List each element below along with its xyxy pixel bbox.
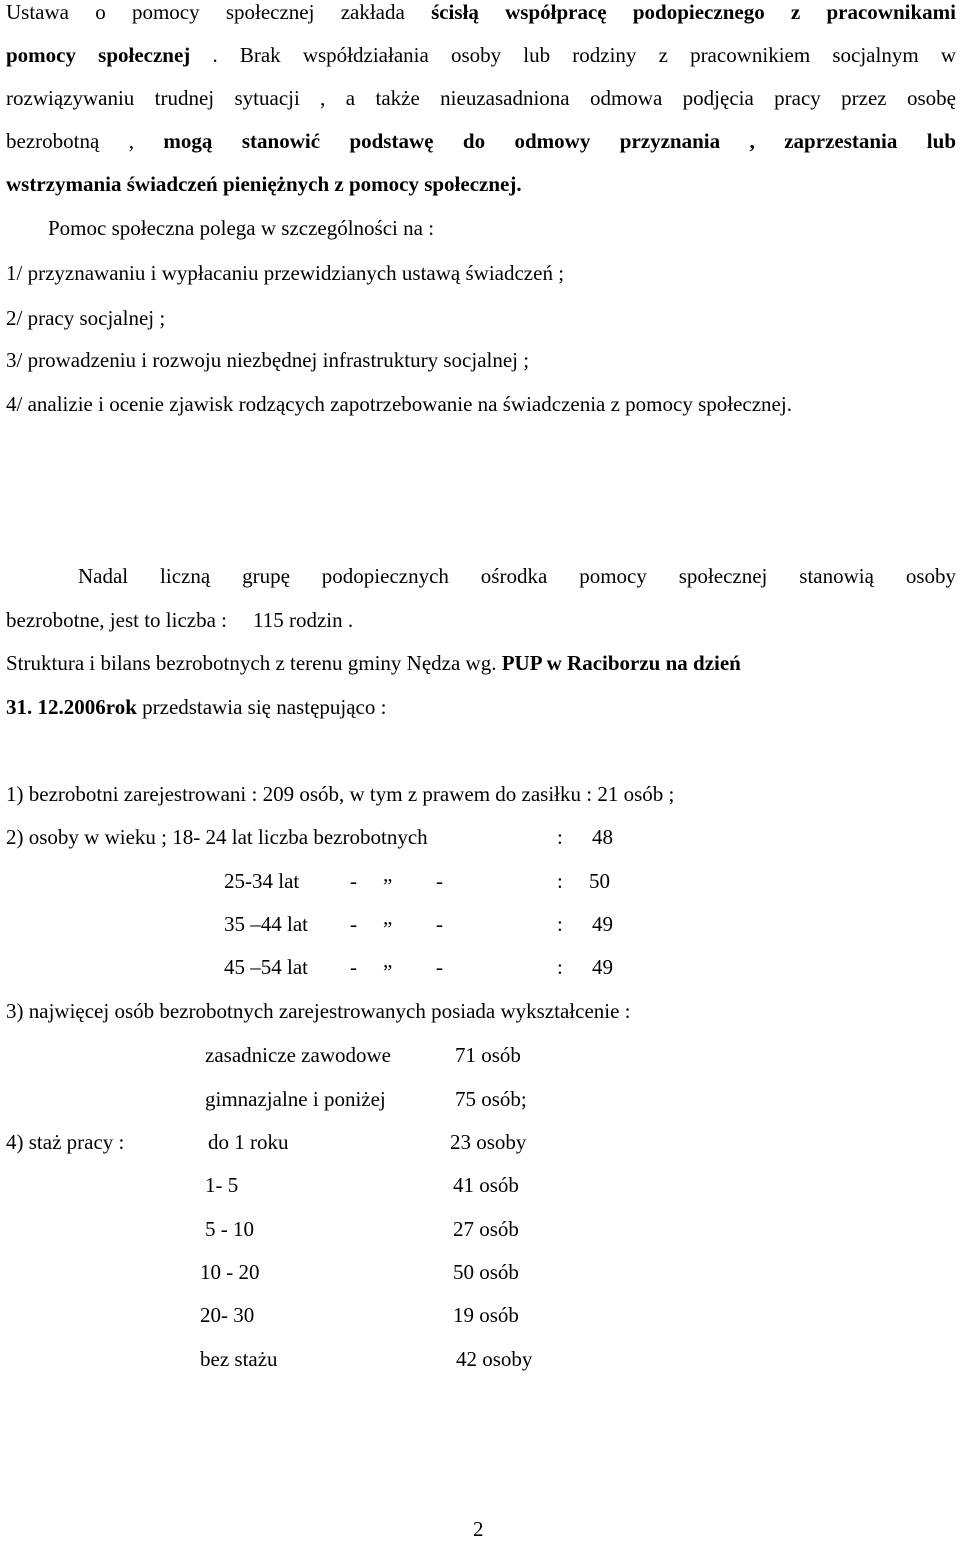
intro-line-1 bbox=[6, 2, 956, 23]
tenure-label: 20- 30 bbox=[200, 1303, 255, 1327]
ditto-mark: „ bbox=[383, 905, 393, 929]
age-dash: - bbox=[350, 955, 357, 979]
assistance-item: 2/ pracy socjalnej ; bbox=[6, 306, 166, 330]
tenure-label: bez stażu bbox=[200, 1347, 278, 1371]
assistance-item: 3/ prowadzeniu i rozwoju niezbędnej infrastruktury socjalnej ; bbox=[6, 348, 530, 372]
stat-age-label: 2) osoby w wieku ; 18- 24 lat liczba bezrobotnych bbox=[6, 825, 428, 849]
age-value: 49 bbox=[592, 912, 613, 936]
intro-line-2 bbox=[6, 45, 956, 66]
unemployed-text: przedstawia się następująco : bbox=[136, 695, 387, 719]
intro-bold: pomocy społecznej bbox=[6, 43, 191, 67]
ditto-mark: „ bbox=[383, 862, 393, 886]
unemployed-line-2 bbox=[6, 610, 353, 631]
age-range: 25-34 lat bbox=[224, 869, 300, 893]
tenure-value: 23 osoby bbox=[450, 1130, 527, 1154]
education-value: 71 osób bbox=[455, 1043, 521, 1067]
intro-line-3 bbox=[6, 88, 956, 109]
assistance-item: 4/ analizie i ocenie zjawisk rodzących zapotrzebowanie na świadczenia z pomocy społecznej. bbox=[6, 392, 792, 416]
age-colon: : bbox=[557, 955, 563, 979]
stat-registered: 1) bezrobotni zarejestrowani : 209 osób, w tym z prawem do zasiłku : 21 osób ; bbox=[6, 782, 675, 806]
tenure-label: 1- 5 bbox=[205, 1173, 239, 1197]
ditto-mark: „ bbox=[383, 948, 393, 972]
age-colon: : bbox=[557, 869, 563, 893]
age-value: 49 bbox=[592, 955, 613, 979]
assistance-item: 1/ przyznawaniu i wypłacaniu przewidzianych ustawą świadczeń ; bbox=[6, 261, 565, 285]
intro-line-4 bbox=[6, 131, 956, 152]
education-label: gimnazjalne i poniżej bbox=[205, 1087, 386, 1111]
unemployed-text: bezrobotne, jest to liczba : bbox=[6, 608, 228, 632]
unemployed-bold: PUP w Raciborzu na dzień bbox=[501, 651, 741, 675]
stat-tenure-label: 4) staż pracy : bbox=[6, 1130, 125, 1154]
unemployed-line-1: Nadal liczną grupę podopiecznych ośrodka pomocy społecznej stanowią osoby bbox=[78, 564, 956, 588]
education-label: zasadnicze zawodowe bbox=[205, 1043, 391, 1067]
unemployed-text: Struktura i bilans bezrobotnych z terenu gminy Nędza wg. bbox=[6, 651, 502, 675]
age-dash: - bbox=[350, 912, 357, 936]
tenure-label: 5 - 10 bbox=[205, 1217, 254, 1241]
age-range: 35 –44 lat bbox=[224, 912, 308, 936]
age-dash: - bbox=[436, 912, 443, 936]
age-range: 45 –54 lat bbox=[224, 955, 308, 979]
tenure-value: 42 osoby bbox=[456, 1347, 533, 1371]
tenure-value: 50 osób bbox=[453, 1260, 519, 1284]
intro-text: Ustawa o pomocy społecznej zakłada bbox=[6, 0, 432, 24]
intro-bold: wstrzymania świadczeń pieniężnych z pomocy społecznej. bbox=[6, 172, 522, 196]
tenure-label: do 1 roku bbox=[208, 1130, 289, 1154]
report-date: 31. 12.2006rok bbox=[6, 695, 137, 719]
tenure-value: 19 osób bbox=[453, 1303, 519, 1327]
intro-text: . Brak współdziałania osoby lub rodziny z pracownikiem socjalnym w bbox=[190, 43, 956, 67]
intro-text: bezrobotną , bbox=[6, 129, 164, 153]
intro-bold: ścisłą współpracę podopiecznego z pracownikami bbox=[431, 0, 956, 24]
families-count: 115 rodzin . bbox=[253, 608, 354, 632]
age-dash: - bbox=[436, 869, 443, 893]
unemployed-line-3 bbox=[6, 653, 741, 674]
stat-age-colon: : bbox=[557, 825, 563, 849]
intro-line-5 bbox=[6, 174, 522, 195]
intro-bold: mogą stanowić podstawę do odmowy przyznania , zaprzestania lub bbox=[163, 129, 957, 153]
tenure-value: 41 osób bbox=[453, 1173, 519, 1197]
tenure-value: 27 osób bbox=[453, 1217, 519, 1241]
tenure-label: 10 - 20 bbox=[200, 1260, 260, 1284]
unemployed-line-4 bbox=[6, 697, 386, 718]
stat-education-label: 3) najwięcej osób bezrobotnych zarejestrowanych posiada wykształcenie : bbox=[6, 999, 631, 1023]
intro-text: rozwiązywaniu trudnej sytuacji , a także nieuzasadniona odmowa podjęcia pracy przez osobę bbox=[6, 86, 956, 110]
age-dash: - bbox=[350, 869, 357, 893]
age-colon: : bbox=[557, 912, 563, 936]
assistance-lead: Pomoc społeczna polega w szczególności na : bbox=[48, 216, 435, 240]
education-value: 75 osób; bbox=[455, 1087, 527, 1111]
age-dash: - bbox=[436, 955, 443, 979]
stat-age-value: 48 bbox=[592, 825, 613, 849]
page-number: 2 bbox=[473, 1517, 484, 1541]
age-value: 50 bbox=[589, 869, 610, 893]
